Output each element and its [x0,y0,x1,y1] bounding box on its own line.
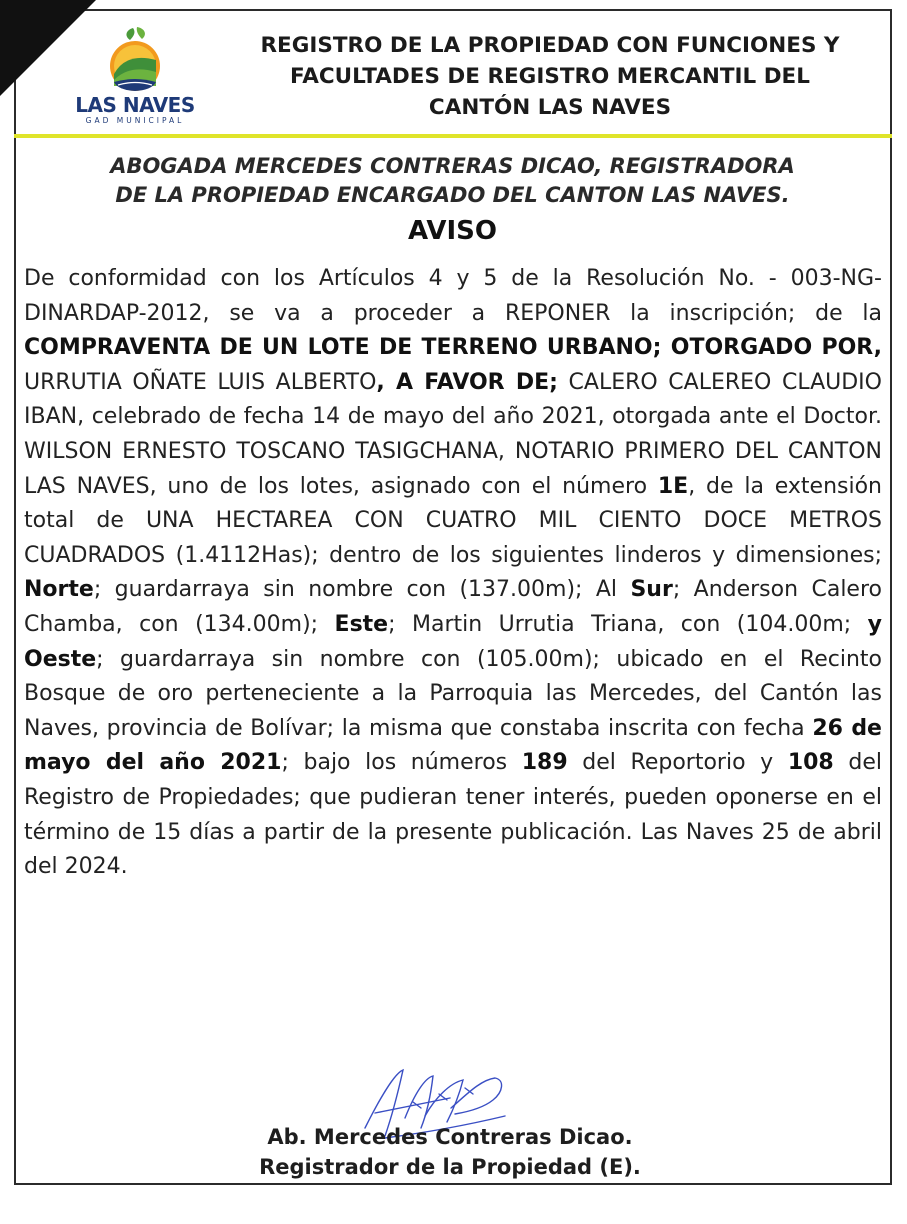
body-text-4: , de la extensión total de UNA HECTAREA CON CUATRO MIL CIENTO DOCE METROS CUADRADOS (1.4112Has); dentro de los siguientes linderos y dimensiones; [24,473,882,568]
title-line-2: FACULTADES DE REGISTRO MERCANTIL DEL [290,64,810,89]
registrar-heading [30,152,875,210]
heading-line-2: DE LA PROPIEDAD ENCARGADO DEL CANTON LAS NAVES. [115,183,790,207]
body-bold-7: y Oeste [24,611,882,672]
body-bold-6: Este [334,611,389,637]
body-bold-3: 1E [657,473,689,499]
notice-body [24,262,882,885]
body-text-11: del Registro de Propiedades; que pudieran tener interés, pueden oponerse en el término de 15 días a partir de la presente publicación. Las Naves 25 de abril del 2024. [24,750,882,880]
body-text-5: ; guardarraya sin nombre con (137.00m); Al [93,577,631,603]
notice-title: AVISO [408,216,497,246]
page-title [215,30,885,123]
body-text-8: ; guardarraya sin nombre con (105.00m); ubicado en el Recinto Bosque de oro perteneciente a la Parroquia las Mercedes, del Cantón las Naves, provincia de Bolívar; la misma que constaba inscrita con fecha [24,646,882,741]
logo-name: LAS NAVES [75,93,195,117]
body-text-3: CALERO CALEREO CLAUDIO IBAN, celebrado de fecha 14 de mayo del año 2021, otorgada ante el Doctor. WILSON ERNESTO TOSCANO TASIGCHANA, NOTARIO PRIMERO DEL CANTON LAS NAVES, uno de los lotes, asignado con el número [24,369,882,499]
body-bold-1: COMPRAVENTA DE UN LOTE DE TERRENO URBANO; OTORGADO POR, [24,335,882,361]
title-line-1: REGISTRO DE LA PROPIEDAD CON FUNCIONES Y [260,33,840,58]
logo-subtitle: GAD MUNICIPAL [85,116,185,125]
body-bold-10: 108 [787,750,834,776]
heading-line-1: ABOGADA MERCEDES CONTRERAS DICAO, REGISTRADORA [110,154,795,178]
body-text-9: ; bajo los números [281,750,522,776]
body-bold-2: , A FAVOR DE; [376,369,558,395]
signer-title: Registrador de la Propiedad (E). [259,1155,641,1179]
body-bold-5: Sur [630,577,673,603]
signature-block [150,1122,750,1182]
body-bold-9: 189 [521,750,568,776]
body-bold-8: 26 de mayo del año 2021 [24,715,882,776]
body-text-2: URRUTIA OÑATE LUIS ALBERTO [24,369,377,395]
body-text-10: del Reportorio y [567,750,788,776]
body-text-1: De conformidad con los Artículos 4 y 5 de la Resolución No. - 003-NG- DINARDAP-2012, se va a proceder a REPONER la inscripción; de la [24,266,882,326]
header-divider [14,134,892,138]
signer-name: Ab. Mercedes Contreras Dicao. [267,1125,633,1149]
body-text-6: ; Anderson Calero Chamba, con (134.00m); [24,577,882,637]
title-line-3: CANTÓN LAS NAVES [428,95,672,120]
body-text-7: ; Martin Urrutia Triana, con (104.00m; [388,611,868,637]
body-bold-4: Norte [24,577,94,603]
